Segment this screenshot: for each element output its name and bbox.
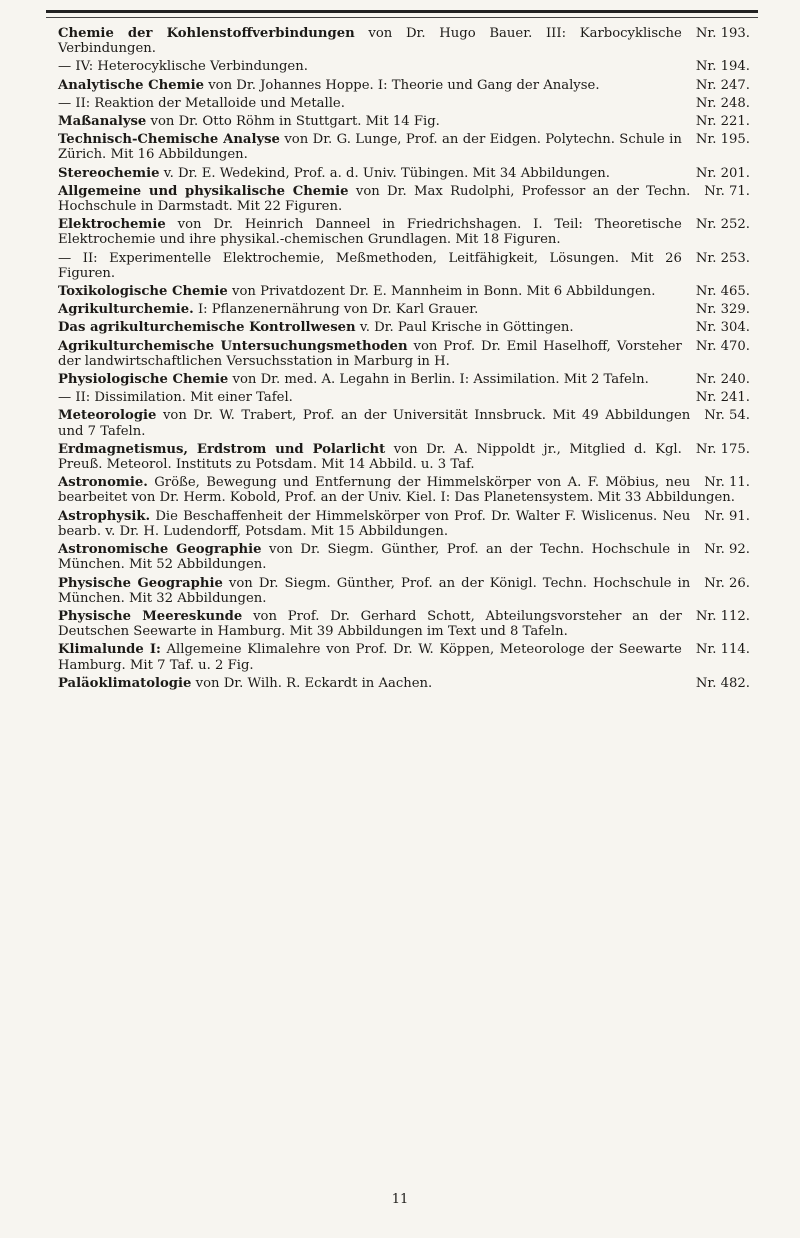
entry-number: Nr. 92.: [704, 542, 750, 558]
entry-number: Nr. 193.: [695, 26, 750, 41]
entry-number: Nr. 248.: [695, 95, 750, 111]
catalog-entry: [58, 166, 750, 181]
entry-title: Physische Meereskunde: [58, 608, 243, 624]
catalog-entry: [58, 284, 750, 299]
catalog-entry: [58, 509, 750, 539]
entry-text: — IV: Heterocyklische Verbindungen.: [58, 59, 308, 75]
entry-text: Die Beschaffenheit der Himmelskörper von Prof. Dr. Walter F. Wislicenus. Neu bearb. v. Dr. H. Ludendorff, Potsdam. Mit 15 Abbildungen.: [58, 508, 691, 539]
entry-number: Nr. 114.: [695, 642, 750, 658]
entry-text: von Privatdozent Dr. E. Mannheim in Bonn. Mit 6 Abbildungen.: [232, 284, 656, 300]
catalog-entry: [58, 302, 750, 317]
catalog-list: [58, 26, 750, 691]
entry-title: Maßanalyse: [58, 114, 147, 130]
catalog-entry: [58, 96, 750, 111]
top-rule: [46, 10, 758, 13]
entry-text: v. Dr. E. Wedekind, Prof. a. d. Univ. Tübingen. Mit 34 Abbildungen.: [163, 165, 610, 181]
entry-number: Nr. 71.: [704, 183, 750, 199]
entry-text: v. Dr. Paul Krische in Göttingen.: [359, 320, 574, 336]
entry-number: Nr. 221.: [695, 114, 750, 130]
entry-title: Stereochemie: [58, 165, 160, 181]
entry-number: Nr. 112.: [695, 608, 750, 624]
entry-number: Nr. 241.: [695, 390, 750, 406]
catalog-entry: [58, 475, 750, 505]
catalog-entry: [58, 408, 750, 438]
entry-title: Astronomische Geographie: [58, 542, 262, 558]
catalog-entry: [58, 372, 750, 387]
entry-title: Elektrochemie: [58, 217, 166, 233]
entry-title: Agrikulturchemie.: [58, 302, 194, 318]
entry-text: von Dr. Otto Röhm in Stuttgart. Mit 14 Fig.: [150, 114, 440, 130]
entry-title: Klimalunde I:: [58, 642, 161, 658]
entry-text: von Dr. W. Trabert, Prof. an der Universität Innsbruck. Mit 49 Abbildungen und 7 Tafeln.: [58, 408, 691, 439]
entry-number: Nr. 329.: [695, 302, 750, 318]
catalog-entry: [58, 442, 750, 472]
catalog-entry: [58, 26, 750, 56]
catalog-entry: [58, 642, 750, 672]
entry-title: Technisch-Chemische Analyse: [58, 132, 280, 148]
entry-text: von Dr. Max Rudolphi, Professor an der Techn. Hochschule in Darmstadt. Mit 22 Figuren.: [58, 183, 691, 215]
entry-title: Physische Geographie: [58, 575, 223, 591]
entry-text: Größe, Bewegung und Entfernung der Himmelskörper von A. F. Möbius, neu bearbeitet von Dr. Herm. Kobold, Prof. an der Univ. Kiel. I: Das Planetensystem. Mit 33 Abbildungen.: [58, 475, 735, 506]
entry-text: von Dr. Johannes Hoppe. I: Theorie und Gang der Analyse.: [208, 77, 600, 93]
entry-title: Agrikulturchemische Untersuchungsmethoden: [58, 338, 408, 354]
entry-text: von Dr. G. Lunge, Prof. an der Eidgen. Polytechn. Schule in Zürich. Mit 16 Abbildungen.: [58, 132, 682, 163]
entry-title: Erdmagnetismus, Erdstrom und Polarlicht: [58, 441, 386, 457]
catalog-entry: [58, 251, 750, 281]
entry-number: Nr. 304.: [695, 320, 750, 336]
page-number: 11: [391, 1192, 409, 1207]
entry-number: Nr. 253.: [695, 250, 750, 266]
entry-text: von Dr. A. Nippoldt jr., Mitglied d. Kgl. Preuß. Meteorol. Instituts zu Potsdam. Mit 14 Abbild. u. 3 Taf.: [58, 441, 682, 473]
entry-text: von Dr. med. A. Legahn in Berlin. I: Assimilation. Mit 2 Tafeln.: [232, 372, 649, 388]
entry-number: Nr. 465.: [695, 284, 750, 300]
catalog-entry: [58, 320, 750, 335]
entry-number: Nr. 247.: [695, 77, 750, 93]
entry-number: Nr. 201.: [695, 165, 750, 181]
entry-title: Das agrikulturchemische Kontrollwesen: [58, 320, 356, 336]
entry-text: Allgemeine Klimalehre von Prof. Dr. W. Köppen, Meteorologe der Seewarte Hamburg. Mit 7 Taf. u. 2 Fig.: [58, 642, 682, 673]
entry-number: Nr. 252.: [695, 217, 750, 233]
entry-number: Nr. 194.: [695, 59, 750, 75]
entry-title: Physiologische Chemie: [58, 372, 229, 388]
entry-number: Nr. 175.: [695, 441, 750, 457]
catalog-entry: [58, 339, 750, 369]
entry-number: Nr. 470.: [695, 338, 750, 354]
entry-title: Chemie der Kohlenstoffverbindungen: [58, 26, 355, 41]
entry-number: Nr. 482.: [695, 675, 750, 691]
entry-text: — II: Dissimilation. Mit einer Tafel.: [58, 390, 293, 406]
entry-text: von Dr. Siegm. Günther, Prof. an der Königl. Techn. Hochschule in München. Mit 32 Abbildungen.: [58, 575, 691, 606]
entry-text: von Prof. Dr. Emil Haselhoff, Vorsteher der landwirtschaftlichen Versuchsstation in Marburg in H.: [58, 338, 682, 369]
catalog-entry: [58, 542, 750, 572]
entry-text: I: Pflanzenernährung von Dr. Karl Grauer.: [197, 302, 479, 318]
entry-title: Analytische Chemie: [58, 77, 204, 93]
entry-text: von Dr. Siegm. Günther, Prof. an der Techn. Hochschule in München. Mit 52 Abbildungen.: [58, 542, 691, 573]
entry-text: — II: Experimentelle Elektrochemie, Meßmethoden, Leitfähigkeit, Lösungen. Mit 26 Figuren.: [58, 250, 682, 281]
catalog-entry: [58, 114, 750, 129]
entry-number: Nr. 195.: [695, 132, 750, 148]
catalog-entry: [58, 78, 750, 93]
entry-number: Nr. 26.: [704, 575, 750, 591]
entry-title: Astrophysik.: [58, 508, 151, 524]
catalog-entry: [58, 676, 750, 691]
entry-text: von Dr. Heinrich Danneel in Friedrichshagen. I. Teil: Theoretische Elektrochemie und ihre physikal.-chemischen Grundlagen. Mit 18 Figuren.: [58, 217, 682, 248]
entry-title: Toxikologische Chemie: [58, 284, 228, 300]
catalog-entry: [58, 609, 750, 639]
entry-title: Astronomie.: [58, 475, 148, 491]
entry-text: von Dr. Wilh. R. Eckardt in Aachen.: [195, 675, 433, 691]
top-rule-thin: [46, 17, 758, 18]
catalog-entry: [58, 576, 750, 606]
entry-title: Meteorologie: [58, 408, 157, 424]
catalog-entry: [58, 390, 750, 405]
entry-title: Allgemeine und physikalische Chemie: [58, 183, 349, 199]
catalog-entry: [58, 184, 750, 214]
entry-number: Nr. 54.: [704, 408, 750, 424]
entry-text: von Dr. Hugo Bauer. III: Karbocyklische Verbindungen.: [58, 26, 682, 57]
entry-title: Paläoklimatologie: [58, 675, 192, 691]
entry-number: Nr. 240.: [695, 372, 750, 388]
entry-number: Nr. 91.: [704, 508, 750, 524]
entry-number: Nr. 11.: [704, 475, 750, 491]
catalog-entry: [58, 132, 750, 162]
entry-text: von Prof. Dr. Gerhard Schott, Abteilungsvorsteher an der Deutschen Seewarte in Hamburg. Mit 39 Abbildungen im Text und 8 Tafeln.: [58, 608, 682, 640]
entry-text: — II: Reaktion der Metalloide und Metalle.: [58, 95, 345, 111]
catalog-entry: [58, 59, 750, 74]
catalog-entry: [58, 217, 750, 247]
